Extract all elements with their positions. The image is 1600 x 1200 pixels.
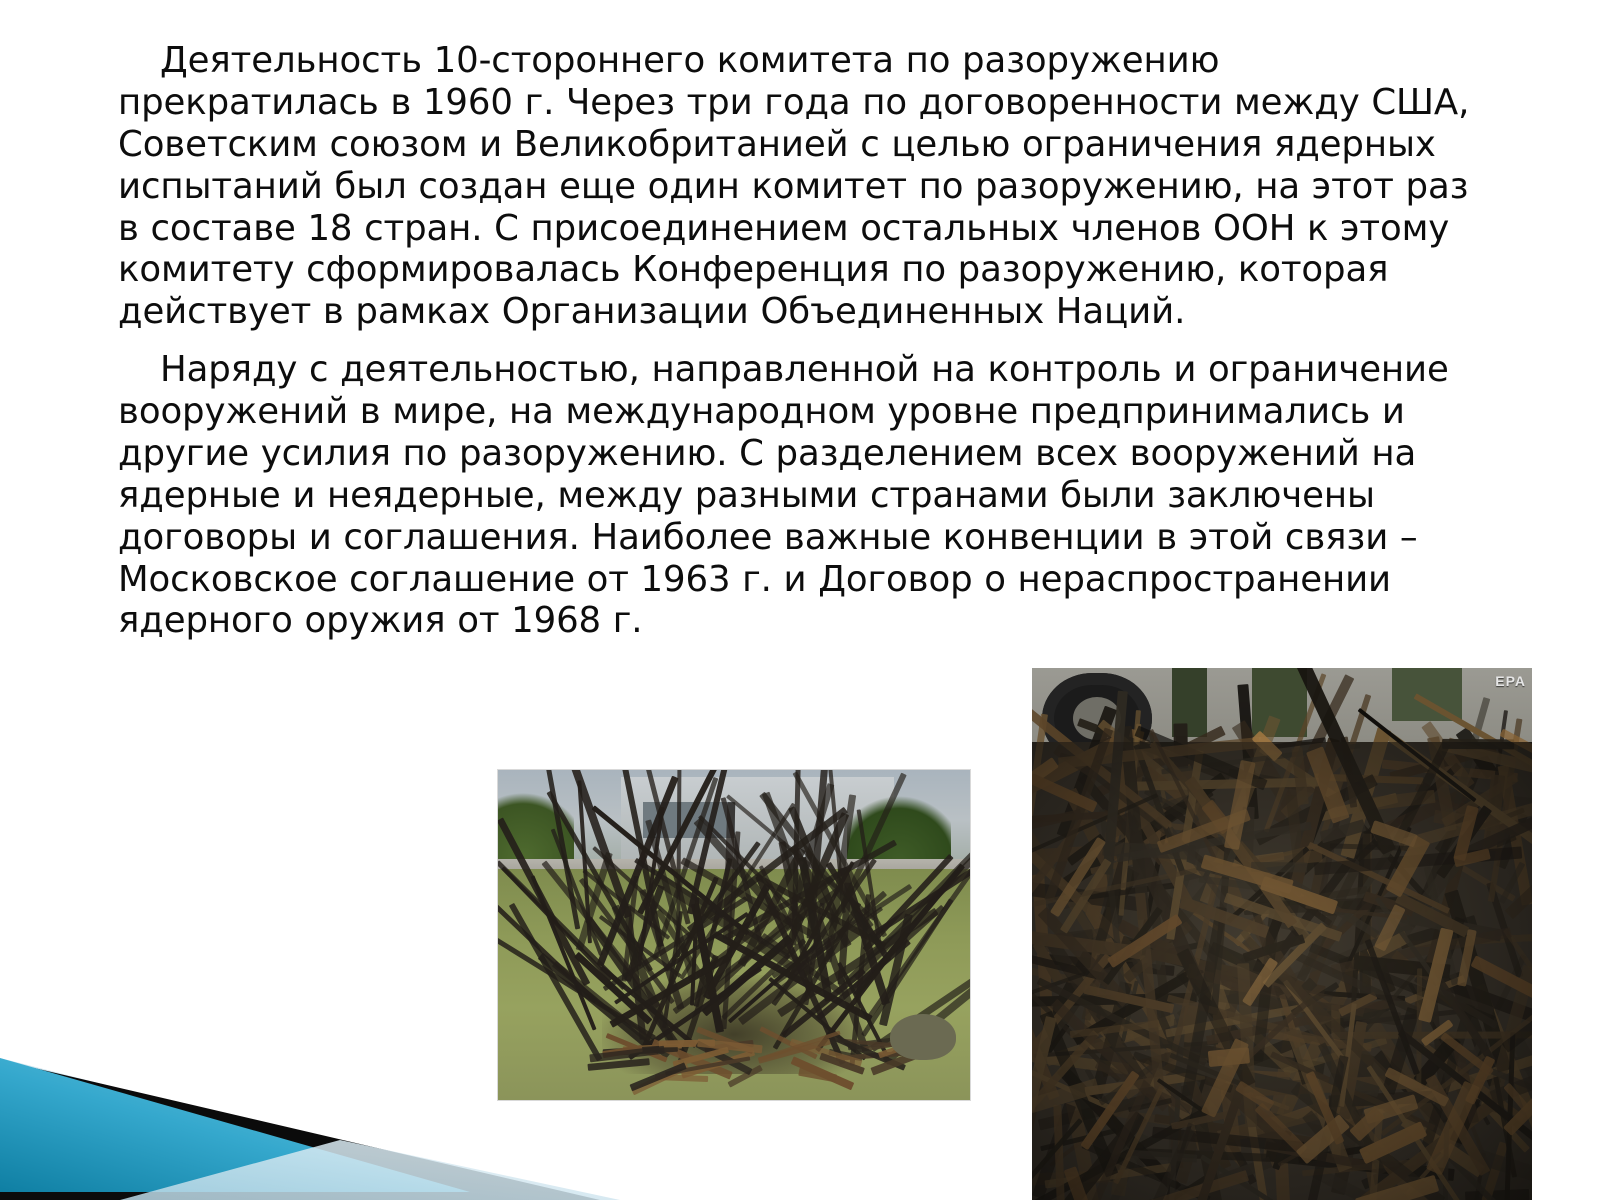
image-rifle-stack [1032, 668, 1532, 1200]
image-guns-on-grass [498, 770, 970, 1100]
corner-pale-triangle [0, 1058, 560, 1200]
photo-sack [890, 1014, 956, 1060]
paragraph-2: Наряду с деятельностью, направленной на контроль и ограничение вооружений в мире, на международном уровне предпринимались и другие усилия по разоружению. С разделением всех вооружений на ядерные и неядерные, между разными странами были заключены договоры и соглашения. Наиболее важные конвенции в этой связи – Московское соглашение от 1963 г. и Договор о нераспространении ядерного оружия от 1968 г. [118, 349, 1449, 642]
photo-gun-pile [564, 859, 904, 1083]
slide-body-text [118, 40, 1488, 648]
photo2-shadow-overlay [1032, 742, 1532, 1200]
corner-cyan-triangle [0, 1058, 470, 1192]
paragraph-1: Деятельность 10-стороннего комитета по разоружению прекратилась в 1960 г. Через три года по договоренности между США, Советским союзом и Великобританией с целью ограничения ядерных испытаний был создан еще один комитет по разоружению, на этот раз в составе 18 стран. С присоединением остальных членов ООН к этому комитету сформировалась Конференция по разоружению, которая действует в рамках Организации Объединенных Наций. [118, 40, 1470, 333]
photo2-watermark: EPA [1495, 673, 1526, 689]
corner-pale-triangle-2 [120, 1140, 620, 1200]
photo2-person-middle [1252, 668, 1307, 737]
